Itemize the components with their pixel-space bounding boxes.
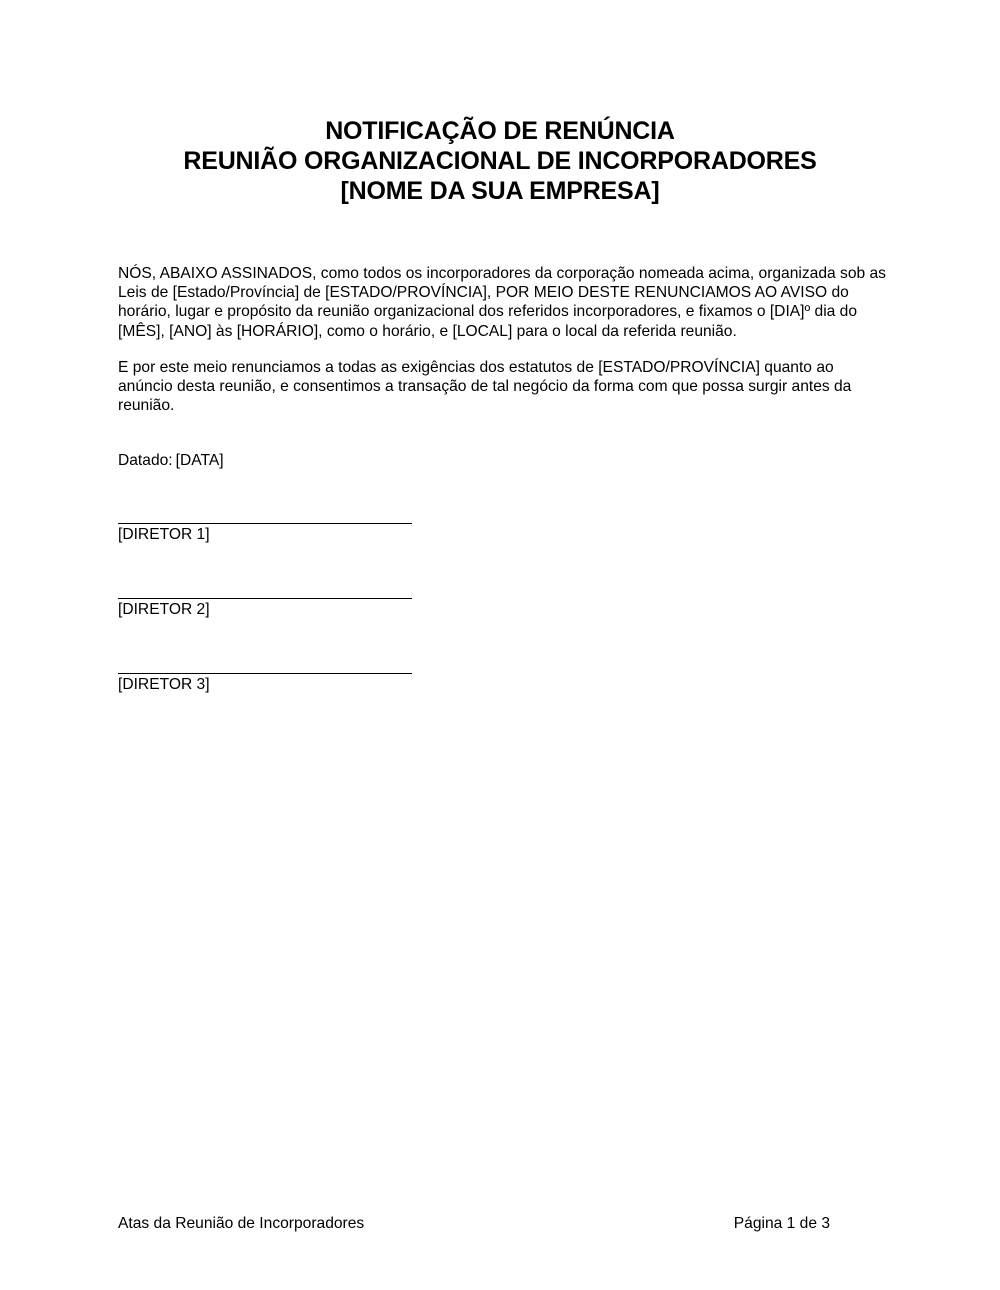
title-line-3: [NOME DA SUA EMPRESA]	[340, 177, 660, 205]
signature-line	[118, 673, 412, 674]
signature-name: [DIRETOR 3]	[118, 676, 210, 693]
title-line-2: REUNIÃO ORGANIZACIONAL DE INCORPORADORES	[183, 147, 817, 175]
footer-document-name: Atas da Reunião de Incorporadores	[118, 1215, 365, 1232]
dated-value: [DATA]	[175, 452, 224, 469]
footer-page-number: Página 1 de 3	[733, 1215, 830, 1232]
signature-block-2	[118, 598, 412, 619]
dated-label: Datado:	[118, 452, 173, 469]
signature-name: [DIRETOR 2]	[118, 601, 210, 618]
signature-line	[118, 598, 412, 599]
dated-field	[118, 451, 224, 470]
signature-line	[118, 523, 412, 524]
title-line-1: NOTIFICAÇÃO DE RENÚNCIA	[325, 117, 675, 145]
document-title	[0, 116, 1000, 206]
signature-block-3	[118, 673, 412, 694]
page-footer	[118, 1214, 830, 1233]
consent-paragraph: E por este meio renunciamos a todas as exigências dos estatutos de [ESTADO/PROVÍNCIA] quanto ao anúncio desta reunião, e consentimos a transação de tal negócio da forma com que possa surgir antes da reunião.	[118, 359, 852, 415]
signature-name: [DIRETOR 1]	[118, 526, 210, 543]
waiver-paragraph: NÓS, ABAIXO ASSINADOS, como todos os incorporadores da corporação nomeada acima, organizada sob as Leis de [Estado/Província] de [ESTADO/PROVÍNCIA], POR MEIO DESTE RENUNCIAMOS AO AVISO do horário, lugar e propósito da reunião organizacional dos referidos incorporadores, e fixamos o [DIA]º dia do [MÊS], [ANO] às [HORÁRIO], como o horário, e [LOCAL] para o local da referida reunião.	[118, 265, 886, 340]
signature-block-1	[118, 523, 412, 544]
